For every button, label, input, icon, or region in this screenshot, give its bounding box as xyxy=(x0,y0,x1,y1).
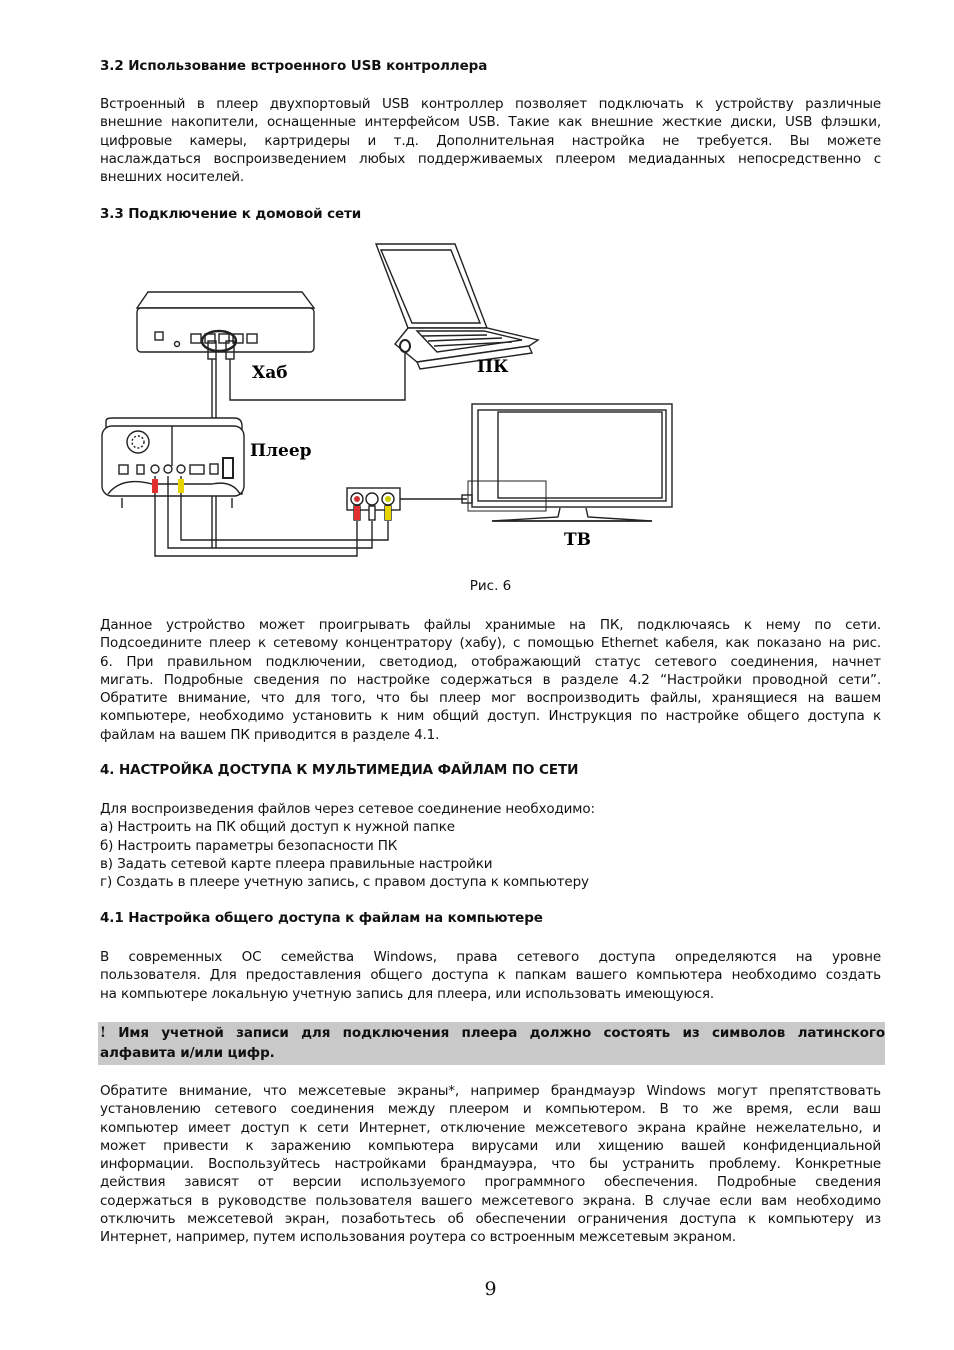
text-line: Подсоедините плеер к сетевому концентратору (хабу), с помощью Ethernet кабеля, как показано на рис. xyxy=(100,635,881,652)
section-title: Использование встроенного USB контроллера xyxy=(128,58,488,74)
section-4-heading xyxy=(100,762,578,778)
text-line: пользователя. Для предоставления общего доступа к папкам вашего компьютера необходимо создать xyxy=(100,967,881,984)
section-title: Подключение к домовой сети xyxy=(128,206,362,222)
text-line: действия зависят от версии используемого программного обеспечения. Подробные сведения xyxy=(100,1174,881,1191)
network-paragraph xyxy=(100,616,881,744)
list-item: б) Настроить параметры безопасности ПК xyxy=(100,837,398,854)
text-line: информации. Воспользуйтесь настройками брандмауэра, что бы устранить проблему. Конкретные xyxy=(100,1156,881,1173)
note-text: Имя учетной записи для подключения плеера должно состоять из символов латинского xyxy=(118,1025,885,1041)
label-pc: ПК xyxy=(477,357,509,377)
connection-diagram xyxy=(92,236,712,568)
section-4-1-heading xyxy=(100,910,543,926)
text-line: цифровые камеры, картридеры и т.д. Дополнительная настройка не требуется. Вы можете xyxy=(100,132,881,149)
text-line: на компьютере локальную учетную запись для плеера, или использовать имеющуюся. xyxy=(100,985,714,1002)
text-line: мигать. Подробные сведения по настройке содержаться в разделе 4.2 “Настройки проводной сети”. xyxy=(100,671,881,688)
text-line: внешних носителей. xyxy=(100,169,245,186)
text-line: внешние накопители, оснащенные интерфейсом USB. Такие как внешние жесткие диски, USB флэшки, xyxy=(100,114,881,131)
list-item: а) Настроить на ПК общий доступ к нужной папке xyxy=(100,819,455,836)
section-title: Настройка общего доступа к файлам на компьютере xyxy=(128,910,543,926)
label-hub: Хаб xyxy=(252,363,288,383)
text-line: может привести к заражению компьютера вирусами или хищению вашей конфиденциальной xyxy=(100,1137,881,1154)
section-number: 3.3 xyxy=(100,206,124,222)
label-player: Плеер xyxy=(250,441,312,461)
rca-connector xyxy=(347,488,467,520)
section-4-1-paragraph xyxy=(100,948,881,1003)
section-3-2-paragraph xyxy=(100,95,881,186)
pc-laptop xyxy=(376,244,538,369)
tv-screen xyxy=(462,404,672,521)
hub-device xyxy=(137,292,314,359)
text-line: отключить межсетевой экран, позаботьтесь об обеспечении ограничения доступа к компьютеру из xyxy=(100,1211,881,1228)
text-line: установлению сетевого соединения между плеером и компьютером. В то же время, если ваш xyxy=(100,1101,881,1118)
warning-note xyxy=(98,1022,885,1065)
firewall-paragraph xyxy=(100,1082,881,1247)
list-item: в) Задать сетевой карте плеера правильные настройки xyxy=(100,855,493,872)
text-line: 6. При правильном подключении, светодиод, отображающий статус сетевого соединения, начнет xyxy=(100,653,881,670)
text-line: Данное устройство может проигрывать файлы хранимые на ПК, подключаясь к нему по сети. xyxy=(100,617,881,633)
text-line: Для воспроизведения файлов через сетевое соединение необходимо: xyxy=(100,801,595,817)
section-number: 4.1 xyxy=(100,910,124,926)
list-item: г) Создать в плеере учетную запись, с правом доступа к компьютеру xyxy=(100,874,589,891)
text-line: Обратите внимание, что межсетевые экраны*, например брандмауэр Windows могут препятствовать xyxy=(100,1083,881,1099)
text-line: Интернет, например, путем использования роутера со встроенным межсетевым экраном. xyxy=(100,1229,736,1246)
section-number: 4. xyxy=(100,762,115,778)
text-line: компьютере, необходимо установить к ним общий доступ. Инструкция по настройке общего доступа к xyxy=(100,708,881,725)
text-line: В современных ОС семейства Windows, права сетевого доступа определяются на уровне xyxy=(100,949,881,965)
section-4-list xyxy=(100,800,881,891)
figure-caption: Рис. 6 xyxy=(469,578,512,594)
note-line xyxy=(100,1023,885,1043)
text-line: компьютер имеет доступ к сети Интернет, отключение межсетевого экрана крайне нежелательно, и xyxy=(100,1119,881,1136)
text-line: Встроенный в плеер двухпортовый USB контроллер позволяет подключать к устройству различные xyxy=(100,96,881,112)
text-line: содержаться в руководстве пользователя вашего межсетевого экрана. В случае если вам необходимо xyxy=(100,1192,881,1209)
text-line: Обратите внимание, что для того, что бы плеер мог воспроизводить файлы, хранящиеся на вашем xyxy=(100,690,881,707)
label-tv: ТВ xyxy=(564,530,592,550)
media-player xyxy=(102,418,244,508)
text-line: файлам на вашем ПК приводится в разделе 4.1. xyxy=(100,726,440,743)
section-title: НАСТРОЙКА ДОСТУПА К МУЛЬТИМЕДИА ФАЙЛАМ ПО СЕТИ xyxy=(118,762,579,778)
section-3-2-heading xyxy=(100,58,487,74)
section-3-3-heading xyxy=(100,206,361,222)
note-line: алфавита и/или цифр. xyxy=(100,1045,275,1061)
exclamation-icon: ! xyxy=(100,1025,106,1041)
section-number: 3.2 xyxy=(100,58,124,74)
page-number: 9 xyxy=(484,1278,497,1300)
text-line: наслаждаться воспроизведением любых поддерживаемых плеером медиаданных непосредственно с xyxy=(100,150,881,167)
